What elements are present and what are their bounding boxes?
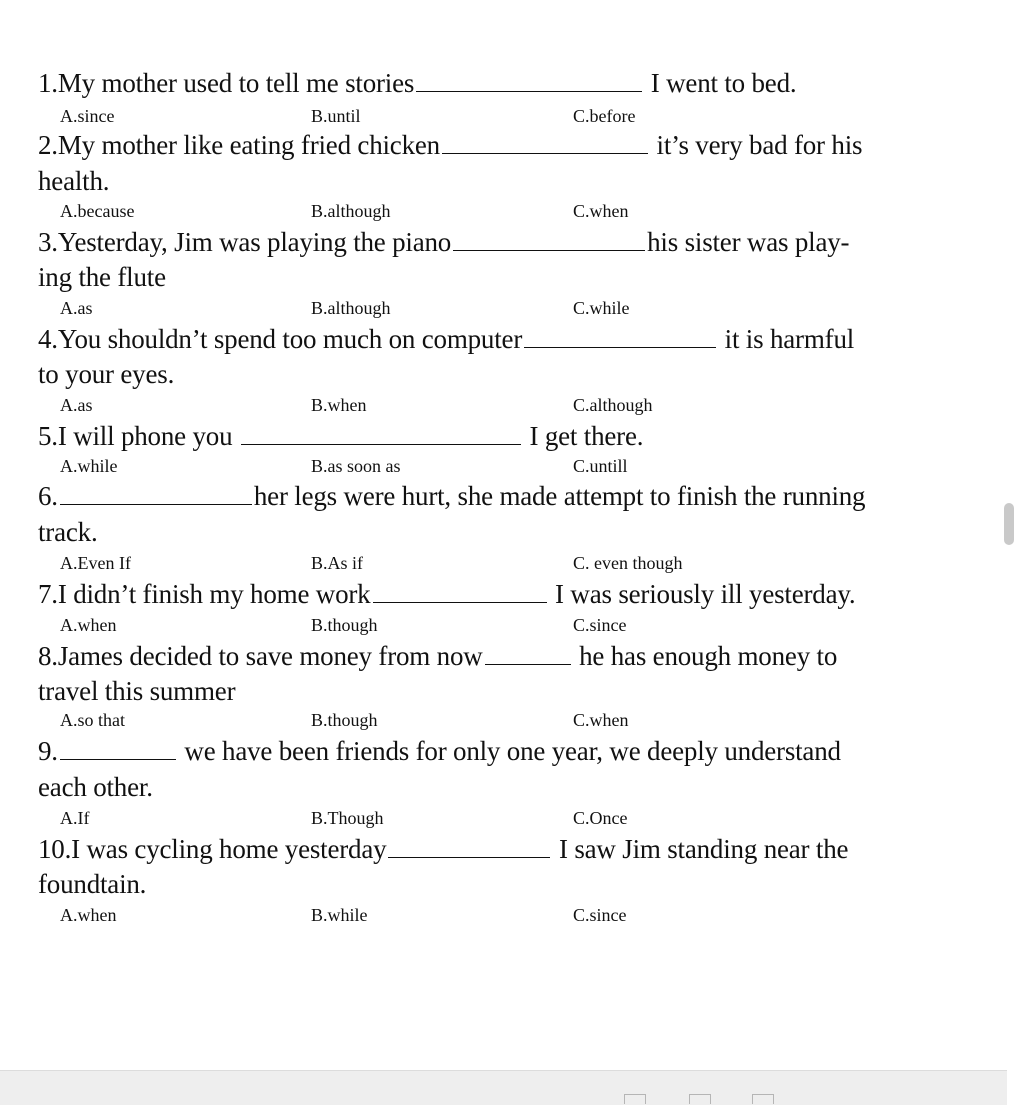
question-text: You shouldn’t spend too much on computer — [57, 324, 523, 354]
option-c: C.while — [573, 298, 630, 318]
question-text-continued: his sister was play- — [647, 227, 850, 257]
question-text: I was cycling home yesterday — [71, 834, 387, 864]
option-b: B.while — [311, 905, 368, 925]
question-text-continued: her legs were hurt, she made attempt to finish the running — [253, 481, 866, 511]
question-8-line-2: travel this summer — [38, 676, 236, 706]
option-b: B.though — [311, 615, 378, 635]
question-number: 7. — [38, 579, 58, 609]
question-text-continued: it is harmful — [718, 324, 855, 354]
option-a: A.while — [60, 456, 118, 476]
question-7 — [38, 579, 855, 609]
comment-icon[interactable] — [624, 1094, 646, 1104]
question-8 — [38, 641, 837, 671]
question-text-continued: I get there. — [522, 421, 644, 451]
question-6-line-2: track. — [38, 517, 98, 547]
question-2 — [38, 130, 862, 160]
question-5 — [38, 421, 643, 451]
question-number: 6. — [38, 481, 58, 511]
layout-icon[interactable] — [689, 1094, 711, 1104]
option-b: B.although — [311, 201, 391, 221]
question-3 — [38, 227, 849, 257]
option-a: A.as — [60, 395, 93, 415]
question-10 — [38, 834, 848, 864]
option-a: A.so that — [60, 710, 125, 730]
option-c: C. even though — [573, 553, 683, 573]
view-icon[interactable] — [752, 1094, 774, 1104]
question-number: 10. — [38, 834, 72, 864]
option-b: B.though — [311, 710, 378, 730]
question-number: 4. — [38, 324, 58, 354]
question-text: Yesterday, Jim was playing the piano — [57, 227, 452, 257]
question-1 — [38, 68, 796, 98]
scroll-handle[interactable] — [1004, 503, 1014, 545]
question-9 — [38, 736, 841, 766]
right-margin — [1007, 0, 1024, 1104]
question-number: 8. — [38, 641, 58, 671]
answer-blank[interactable] — [60, 482, 252, 505]
option-c: C.since — [573, 905, 627, 925]
answer-blank[interactable] — [60, 737, 176, 760]
question-text: My mother like eating fried chicken — [57, 130, 440, 160]
question-6 — [38, 481, 865, 511]
option-c: C.Once — [573, 808, 628, 828]
question-text: I didn’t finish my home work — [57, 579, 371, 609]
option-c: C.although — [573, 395, 653, 415]
option-c: C.since — [573, 615, 627, 635]
question-text: James decided to save money from now — [57, 641, 483, 671]
question-text: My mother used to tell me stories — [57, 68, 415, 98]
question-text-continued: we have been friends for only one year, we deeply understand — [177, 736, 841, 766]
answer-blank[interactable] — [373, 580, 547, 603]
option-c: C.before — [573, 106, 636, 126]
question-text: I will phone you — [57, 421, 239, 451]
option-a: A.because — [60, 201, 135, 221]
option-b: B.Though — [311, 808, 384, 828]
option-c: C.when — [573, 201, 629, 221]
question-3-line-2: ing the flute — [38, 262, 166, 292]
option-a: A.Even If — [60, 553, 131, 573]
option-a: A.when — [60, 615, 117, 635]
question-number: 3. — [38, 227, 58, 257]
answer-blank[interactable] — [442, 131, 648, 154]
question-text-continued: I saw Jim standing near the — [552, 834, 849, 864]
bottom-toolbar — [0, 1070, 1007, 1105]
question-text-continued: it’s very bad for his — [649, 130, 863, 160]
answer-blank[interactable] — [524, 325, 716, 348]
answer-blank[interactable] — [241, 422, 521, 445]
option-a: A.since — [60, 106, 115, 126]
question-text-continued: I was seriously ill yesterday. — [548, 579, 856, 609]
question-number: 9. — [38, 736, 58, 766]
option-b: B.although — [311, 298, 391, 318]
question-9-line-2: each other. — [38, 772, 153, 802]
question-2-line-2: health. — [38, 166, 110, 196]
option-b: B.when — [311, 395, 367, 415]
option-a: A.when — [60, 905, 117, 925]
option-a: A.as — [60, 298, 93, 318]
answer-blank[interactable] — [388, 835, 550, 858]
question-10-line-2: foundtain. — [38, 869, 147, 899]
answer-blank[interactable] — [453, 228, 645, 251]
question-text-continued: I went to bed. — [644, 68, 797, 98]
option-b: B.until — [311, 106, 361, 126]
question-number: 2. — [38, 130, 58, 160]
question-number: 5. — [38, 421, 58, 451]
question-4-line-2: to your eyes. — [38, 359, 175, 389]
option-b: B.as soon as — [311, 456, 401, 476]
question-text-continued: he has enough money to — [572, 641, 838, 671]
option-c: C.untill — [573, 456, 628, 476]
option-b: B.As if — [311, 553, 364, 573]
question-4 — [38, 324, 854, 354]
answer-blank[interactable] — [416, 69, 642, 92]
option-c: C.when — [573, 710, 629, 730]
option-a: A.If — [60, 808, 90, 828]
question-number: 1. — [38, 68, 58, 98]
answer-blank[interactable] — [485, 642, 571, 665]
